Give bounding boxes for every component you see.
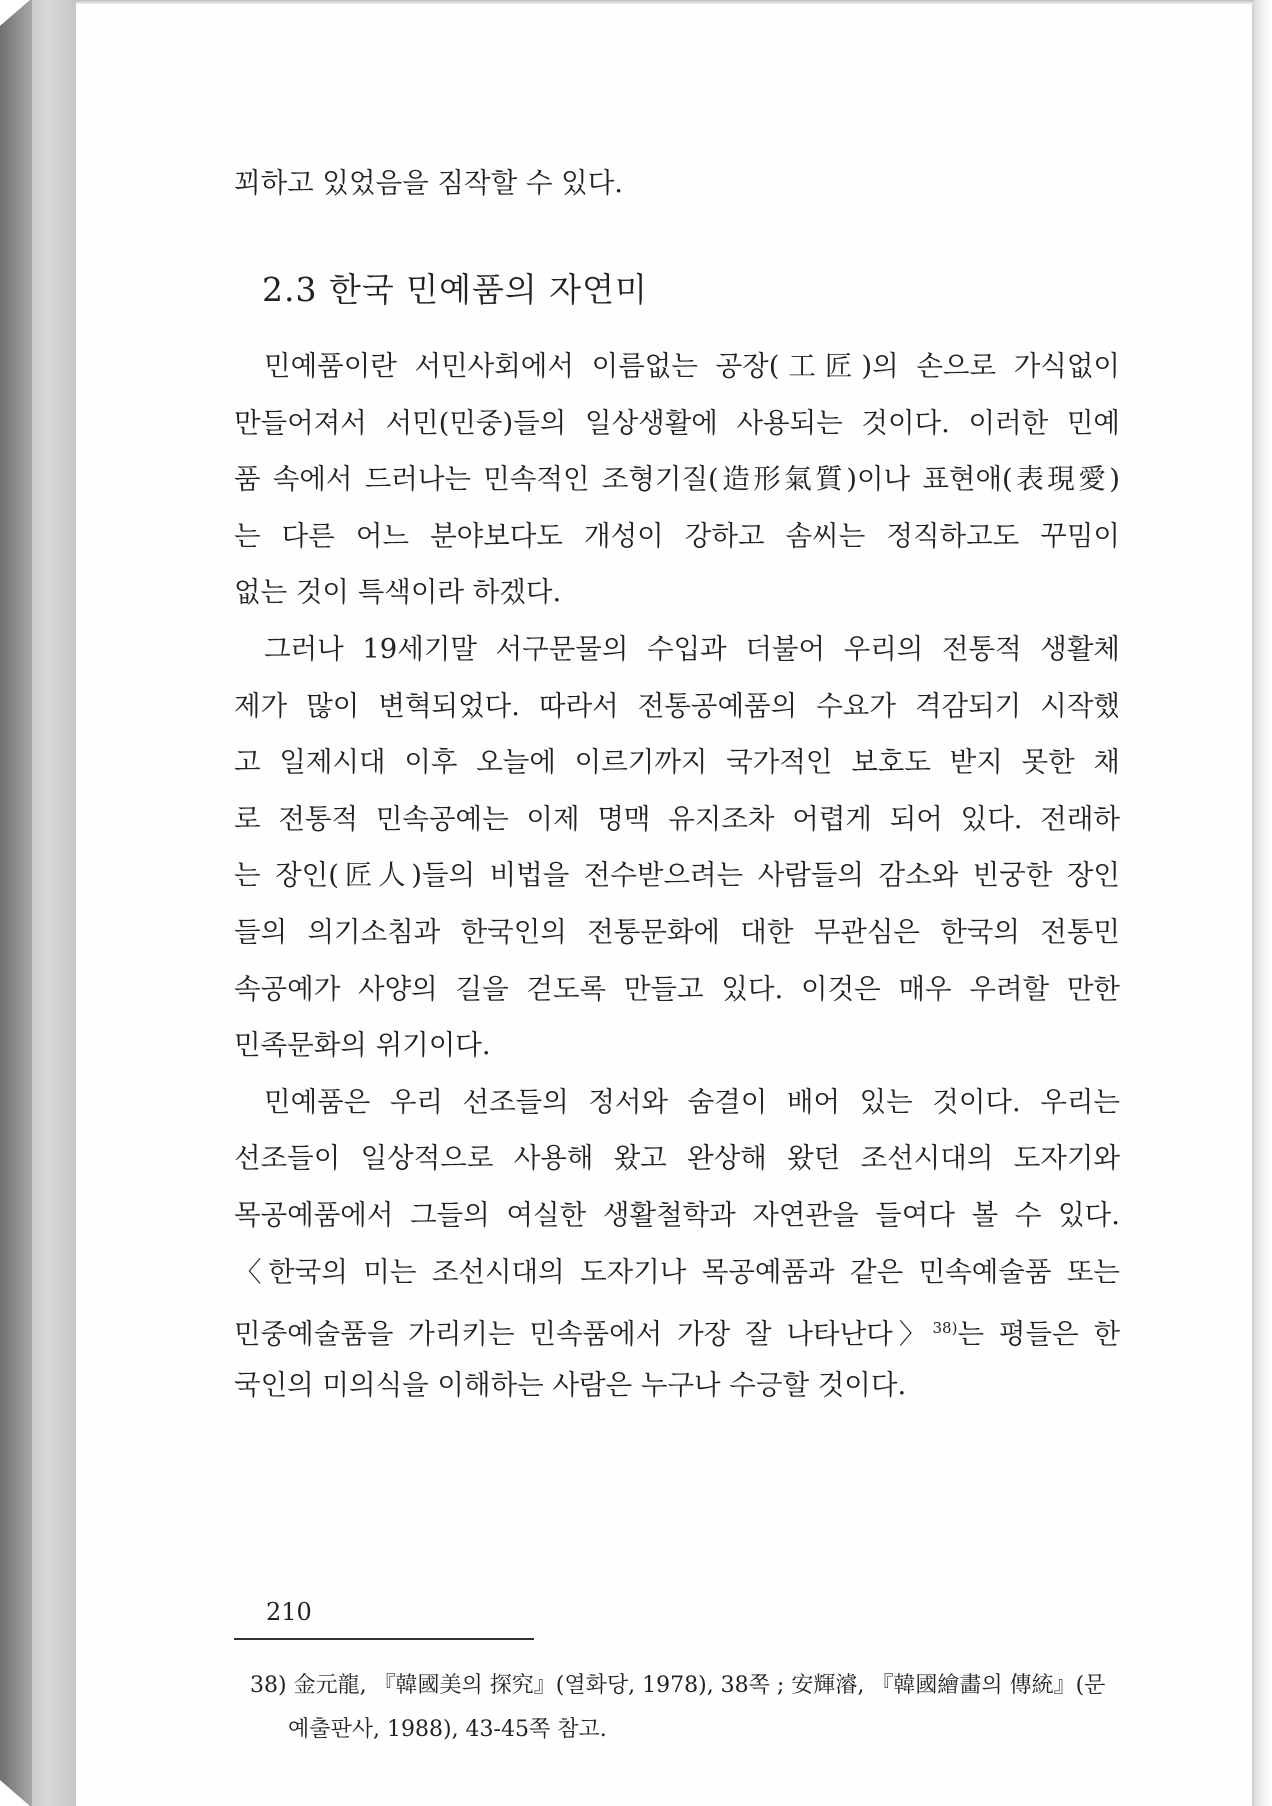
body-line: 민예품은 우리 선조들의 정서와 숨결이 배어 있는 것이다. 우리는: [264, 1085, 1120, 1118]
body-text: [234, 338, 1120, 1413]
body-line: 로 전통적 민속공예는 이제 명맥 유지조차 어렵게 되어 있다. 전래하: [234, 802, 1120, 835]
page-number: 210: [266, 1598, 312, 1626]
body-line: 목공예품에서 그들의 여실한 생활철학과 자연관을 들여다 볼 수 있다.: [234, 1198, 1120, 1231]
body-line: 품 속에서 드러나는 민속적인 조형기질(造形氣質)이나 표현애(表現愛): [234, 463, 1120, 496]
footnote-line: 예출판사, 1988), 43-45쪽 참고.: [288, 1717, 607, 1742]
body-line: 국인의 미의식을 이해하는 사람은 누구나 수긍할 것이다.: [234, 1368, 907, 1401]
footnote-divider: [234, 1638, 534, 1640]
book-spine-shadow: [0, 0, 32, 1806]
body-line: 선조들이 일상적으로 사용해 왔고 완상해 왔던 조선시대의 도자기와: [234, 1142, 1120, 1175]
body-line: 만들어져서 서민(민중)들의 일상생활에 사용되는 것이다. 이러한 민예: [234, 406, 1120, 439]
body-line: 들의 의기소침과 한국인의 전통문화에 대한 무관심은 한국의 전통민: [234, 915, 1120, 948]
body-line: 그러나 19세기말 서구문물의 수입과 더불어 우리의 전통적 생활체: [264, 632, 1120, 665]
footnote-line: 38) 金元龍, 『韓國美의 探究』(열화당, 1978), 38쪽 ; 安輝濬, 『韓國繪畵의 傳統』(문: [250, 1673, 1106, 1698]
body-line-with-reference: [234, 1300, 1120, 1357]
footnote: [250, 1664, 1120, 1752]
ref-text-after: 는 평들은 한: [957, 1318, 1121, 1351]
body-line: 속공예가 사양의 길을 걷도록 만들고 있다. 이것은 매우 우려할 만한: [234, 972, 1120, 1005]
body-line: 〈한국의 미는 조선시대의 도자기나 목공예품과 같은 민속예술품 또는: [234, 1255, 1120, 1288]
body-line: 없는 것이 특색이라 하겠다.: [234, 576, 562, 609]
page-top-edge: [76, 0, 1272, 4]
body-line: 민족문화의 위기이다.: [234, 1029, 491, 1062]
body-line: 는 다른 어느 분야보다도 개성이 강하고 솜씨는 정직하고도 꾸밈이: [234, 519, 1120, 552]
page-right-edge: [1254, 0, 1272, 1806]
body-line: 는 장인(匠人)들의 비법을 전수받으려는 사람들의 감소와 빈궁한 장인: [234, 859, 1120, 892]
body-line: 고 일제시대 이후 오늘에 이르기까지 국가적인 보호도 받지 못한 채: [234, 746, 1120, 779]
footnote-reference: 38): [932, 1319, 958, 1338]
intro-line: 꾀하고 있었음을 짐작할 수 있다.: [234, 167, 624, 199]
body-line: 민예품이란 서민사회에서 이름없는 공장(工匠)의 손으로 가식없이: [264, 350, 1120, 382]
section-heading: 2.3 한국 민예품의 자연미: [262, 270, 648, 309]
ref-text-before: 민중예술품을 가리키는 민속품에서 가장 잘 나타난다〉: [234, 1318, 933, 1351]
body-line: 제가 많이 변혁되었다. 따라서 전통공예품의 수요가 격감되기 시작했: [234, 689, 1120, 722]
